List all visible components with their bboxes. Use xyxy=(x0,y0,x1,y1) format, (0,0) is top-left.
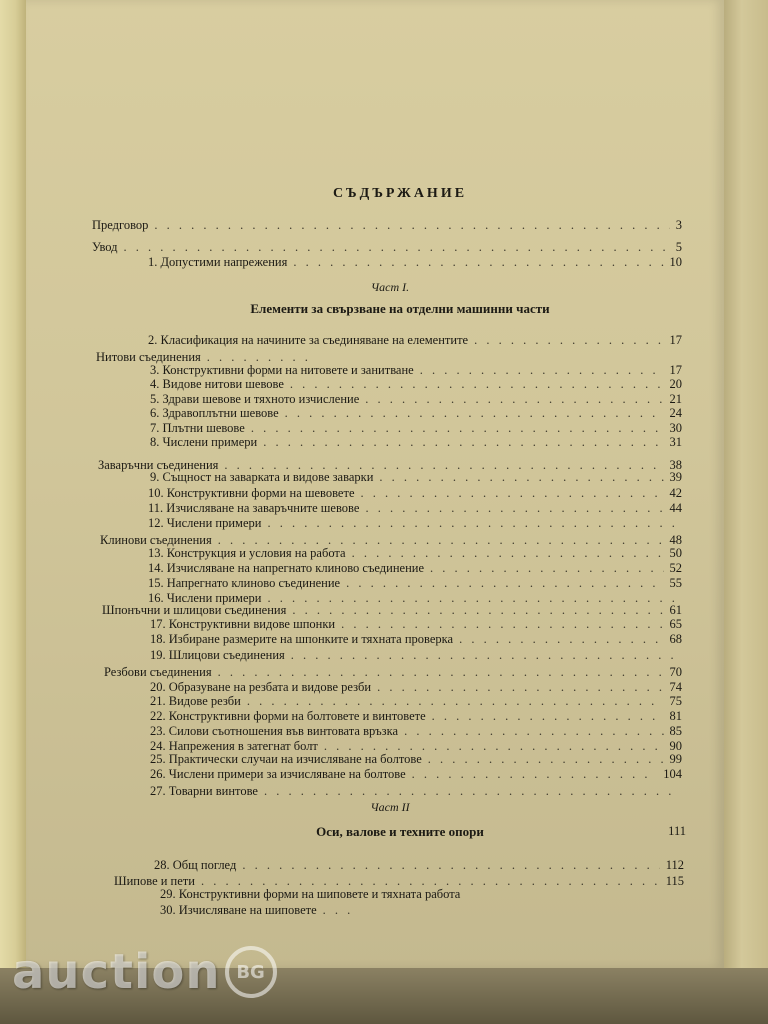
toc-entry: 24. Напрежения в затегнат болт . . . 90 xyxy=(150,739,682,753)
toc-entry: 21. Видове резби . . . 75 xyxy=(150,694,682,708)
toc-group-heading: Резбови съединения . . . 70 xyxy=(104,665,682,679)
toc-entry: 28. Общ поглед . . . 112 xyxy=(154,858,684,872)
toc-entry: 27. Товарни винтове . . . xyxy=(150,784,682,798)
toc-entry: 4. Видове нитови шевове . . . 20 xyxy=(150,377,682,391)
toc-entry: 10. Конструктивни форми на шевовете . . . 42 xyxy=(148,486,682,500)
toc-entry: 22. Конструктивни форми на болтовете и винтовете . . . 81 xyxy=(150,709,682,723)
toc-entry: 29. Конструктивни форми на шиповете и тяхната работа xyxy=(160,887,461,901)
page-title: СЪДЪРЖАНИЕ xyxy=(332,186,468,201)
toc-entry: 18. Избиране размерите на шпонките и тяхната проверка . . . 68 xyxy=(150,632,682,646)
toc-entry: 5. Здрави шевове и тяхното изчисление . . . 21 xyxy=(150,392,682,406)
watermark-text: auction xyxy=(12,944,221,1000)
section-heading: Елементи за свързване на отделни машинни части xyxy=(250,301,550,316)
toc-entry: 26. Числени примери за изчисляване на болтове . . . 104 xyxy=(150,767,682,781)
toc-entry: Предговор . . . 3 xyxy=(92,218,682,232)
toc-entry: 9. Същност на заварката и видове заварки . . . 39 xyxy=(150,470,682,484)
section-heading: Оси, валове и техните опори xyxy=(316,824,484,839)
toc-group-heading: Нитови съединения . . . xyxy=(96,350,316,364)
toc-entry: 20. Образуване на резбата и видове резби . . . 74 xyxy=(150,680,682,694)
toc-entry: 7. Плътни шевове . . . 30 xyxy=(150,421,682,435)
toc-entry: 3. Конструктивни форми на нитовете и занитване . . . 17 xyxy=(150,363,682,377)
toc-group-heading: Шипове и пети . . . 115 xyxy=(114,874,684,888)
toc-entry: 25. Практически случаи на изчисляване на болтове . . . 99 xyxy=(150,752,682,766)
toc-group-heading: Заваръчни съединения . . . 38 xyxy=(98,458,682,472)
auction-watermark xyxy=(12,944,277,1000)
toc-entry: 17. Конструктивни видове шпонки . . . 65 xyxy=(150,617,682,631)
part-heading: Част I. xyxy=(370,280,410,294)
toc-entry: 11. Изчисляване на заваръчните шевове . . . 44 xyxy=(148,501,682,515)
toc-entry: 19. Шлицови съединения . . . xyxy=(150,648,682,662)
toc-entry: 1. Допустими напрежения . . . 10 xyxy=(148,255,682,269)
toc-entry: 12. Числени примери . . . xyxy=(148,516,682,530)
section-page-number: 111 xyxy=(668,824,686,838)
toc-entry: 15. Напрегнато клиново съединение . . . 55 xyxy=(148,576,682,590)
toc-entry: 23. Силови съотношения във винтовата връзка . . . 85 xyxy=(150,724,682,738)
toc-group-heading: Шпонъчни и шлицови съединения . . . 61 xyxy=(102,603,682,617)
toc-entry: 8. Числени примери . . . 31 xyxy=(150,435,682,449)
toc-entry: 13. Конструкция и условия на работа . . . 50 xyxy=(148,546,682,560)
toc-group-heading: Клинови съединения . . . 48 xyxy=(100,533,682,547)
toc-entry: 30. Изчисляване на шиповете . . . xyxy=(160,903,360,917)
watermark-badge: BG xyxy=(225,946,277,998)
toc-entry: 6. Здравоплътни шевове . . . 24 xyxy=(150,406,682,420)
toc-entry: Увод . . . 5 xyxy=(92,240,682,254)
part-heading: Част II xyxy=(370,800,410,814)
toc-entry: 2. Класификация на начините за съединяване на елементите . . . 17 xyxy=(148,333,682,347)
toc-entry: 14. Изчисляване на напрегнато клиново съединение . . . 52 xyxy=(148,561,682,575)
toc-entry: 16. Числени примери . . . xyxy=(148,591,682,605)
